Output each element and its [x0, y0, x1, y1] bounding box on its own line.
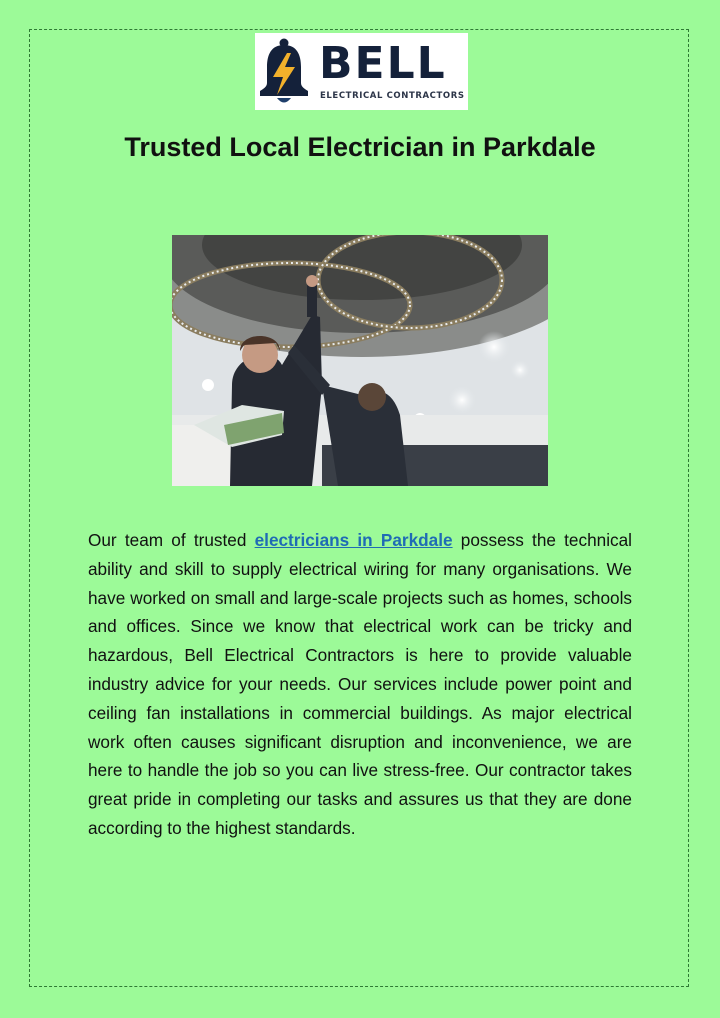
hero-photo [172, 235, 548, 486]
logo-brand: BELL [319, 38, 447, 89]
article-paragraph [88, 526, 632, 843]
electricians-parkdale-link[interactable]: electricians in Parkdale [254, 530, 453, 550]
bell-lightning-icon [255, 33, 315, 110]
article-intro: Our team of trusted [88, 530, 247, 550]
photo-illustration [172, 235, 548, 486]
page-border [29, 29, 689, 987]
logo-subtitle: ELECTRICAL CONTRACTORS [320, 91, 465, 101]
article-body: possess the technical ability and skill to supply electrical wiring for many organisations. We have worked on small and large-scale projects such as homes, schools and offices. Since we know that electrical work can be tricky and hazardous, Bell Electrical Contractors is here to provide valuable industry advice for your needs. Our services include power point and ceiling fan installations in commercial buildings. As major electrical work often causes significant disruption and inconvenience, we are here to handle the job so you can live stress-free. Our contractor takes great pride in completing our tasks and assures us that they are done according to the highest standards. [88, 530, 632, 838]
page-title: Trusted Local Electrician in Parkdale [124, 132, 596, 162]
company-logo [255, 33, 468, 110]
